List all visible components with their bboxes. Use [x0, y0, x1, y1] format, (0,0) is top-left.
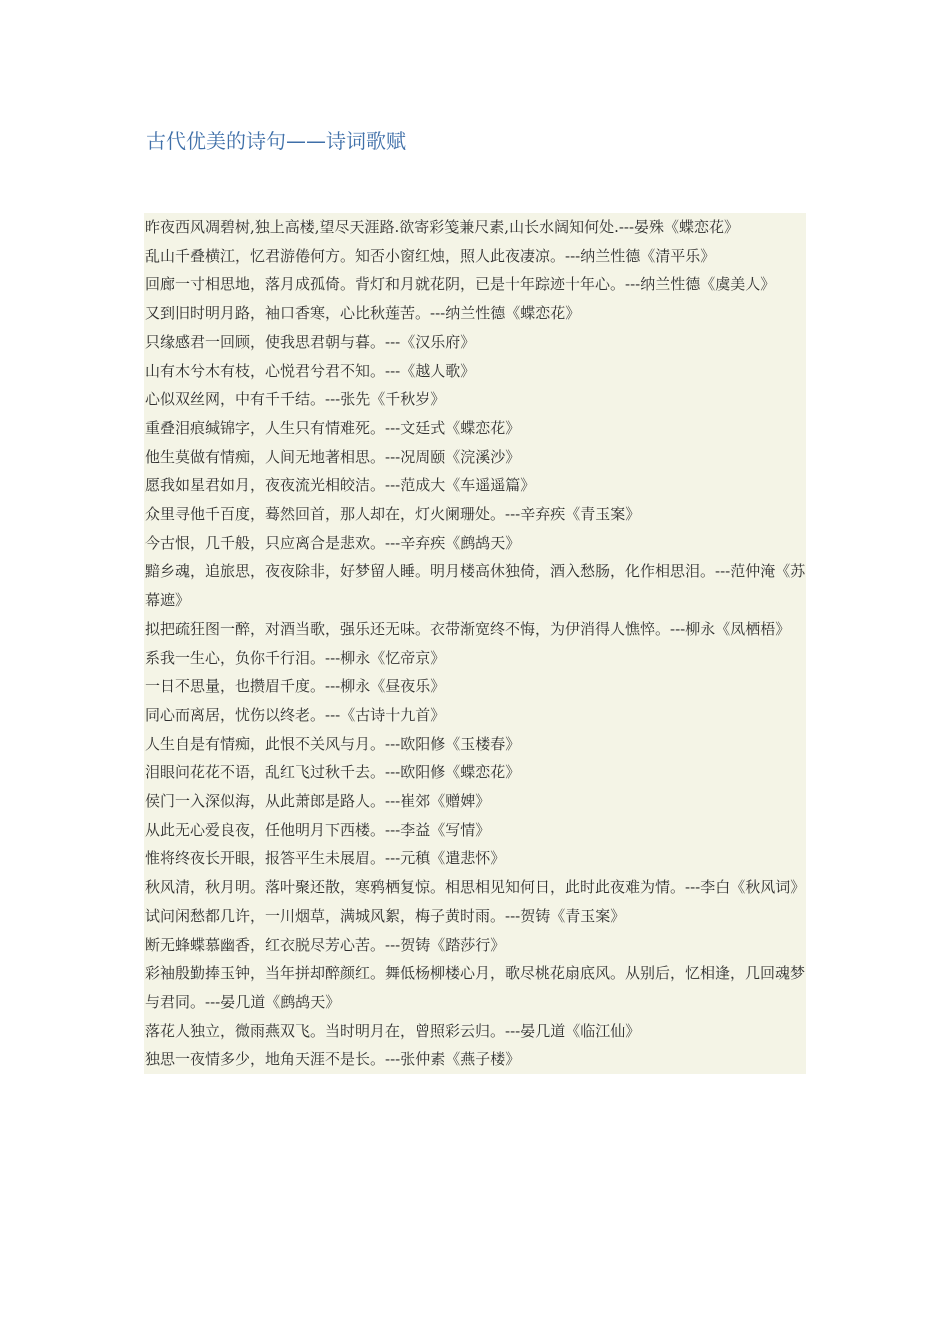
poem-line: 拟把疏狂图一醉，对酒当歌，强乐还无味。衣带渐宽终不悔，为伊消得人憔悴。---柳永《凤栖梧》 [145, 619, 791, 638]
poem-list [144, 213, 806, 1074]
poem-line: 昨夜西风凋碧树,独上高楼,望尽天涯路.欲寄彩笺兼尺素,山长水阔知何处.---晏殊《蝶恋花》 [145, 218, 740, 236]
poem-line: 众里寻他千百度，蓦然回首，那人却在，灯火阑珊处。---辛弃疾《青玉案》 [145, 505, 641, 524]
poem-line: 系我一生心，负你千行泪。---柳永《忆帝京》 [145, 648, 446, 667]
poem-line: 他生莫做有情痴，人间无地著相思。---况周颐《浣溪沙》 [145, 447, 521, 466]
poem-line: 又到旧时明月路，袖口香寒，心比秋莲苦。---纳兰性德《蝶恋花》 [145, 304, 581, 323]
poem-line: 独思一夜情多少，地角天涯不是长。---张仲素《燕子楼》 [145, 1050, 521, 1069]
poem-line: 回廊一寸相思地，落月成孤倚。背灯和月就花阴，已是十年踪迹十年心。---纳兰性德《虞美人》 [145, 275, 776, 294]
poem-line: 重叠泪痕缄锦字，人生只有情难死。---文廷式《蝶恋花》 [145, 418, 521, 437]
poem-line: 落花人独立，微雨燕双飞。当时明月在，曾照彩云归。---晏几道《临江仙》 [145, 1021, 641, 1040]
poem-line: 惟将终夜长开眼，报答平生未展眉。---元稹《遣悲怀》 [145, 849, 506, 868]
poem-line: 一日不思量，也攒眉千度。---柳永《昼夜乐》 [145, 677, 446, 696]
poem-line: 心似双丝网，中有千千结。---张先《千秋岁》 [145, 390, 446, 409]
poem-line: 彩袖殷勤捧玉钟，当年拼却醉颜红。舞低杨柳楼心月，歌尽桃花扇底风。从别后，忆相逢，几回魂梦与君同。---晏几道《鹧鸪天》 [145, 964, 806, 1011]
poem-line: 人生自是有情痴，此恨不关风与月。---欧阳修《玉楼春》 [145, 734, 521, 753]
poem-line: 愿我如星君如月，夜夜流光相皎洁。---范成大《车遥遥篇》 [145, 476, 536, 495]
poem-line: 断无蜂蝶慕幽香，红衣脱尽芳心苦。---贺铸《踏莎行》 [145, 935, 506, 954]
poem-line: 乱山千叠横江，忆君游倦何方。知否小窗红烛，照人此夜凄凉。---纳兰性德《清平乐》 [145, 246, 716, 265]
poem-line: 同心而离居，忧伤以终老。---《古诗十九首》 [145, 705, 446, 724]
poem-line: 山有木兮木有枝，心悦君兮君不知。---《越人歌》 [145, 361, 476, 380]
poem-line: 试问闲愁都几许，一川烟草，满城风絮，梅子黄时雨。---贺铸《青玉案》 [145, 906, 626, 925]
poem-line: 只缘感君一回顾，使我思君朝与暮。---《汉乐府》 [145, 332, 476, 351]
poem-line: 秋风清，秋月明。落叶聚还散，寒鸦栖复惊。相思相见知何日，此时此夜难为情。---李白《秋风词》 [145, 878, 806, 897]
poem-line: 泪眼问花花不语，乱红飞过秋千去。---欧阳修《蝶恋花》 [145, 763, 521, 782]
poem-line: 黯乡魂，追旅思，夜夜除非，好梦留人睡。明月楼高休独倚，酒入愁肠，化作相思泪。---范仲淹《苏幕遮》 [145, 562, 806, 610]
poem-line: 今古恨，几千般，只应离合是悲欢。---辛弃疾《鹧鸪天》 [145, 533, 521, 552]
page-title: 古代优美的诗句——诗词歌赋 [146, 129, 406, 153]
poem-line: 从此无心爱良夜，任他明月下西楼。---李益《写情》 [145, 820, 491, 839]
poem-line: 侯门一入深似海，从此萧郎是路人。---崔郊《赠婢》 [145, 792, 491, 811]
